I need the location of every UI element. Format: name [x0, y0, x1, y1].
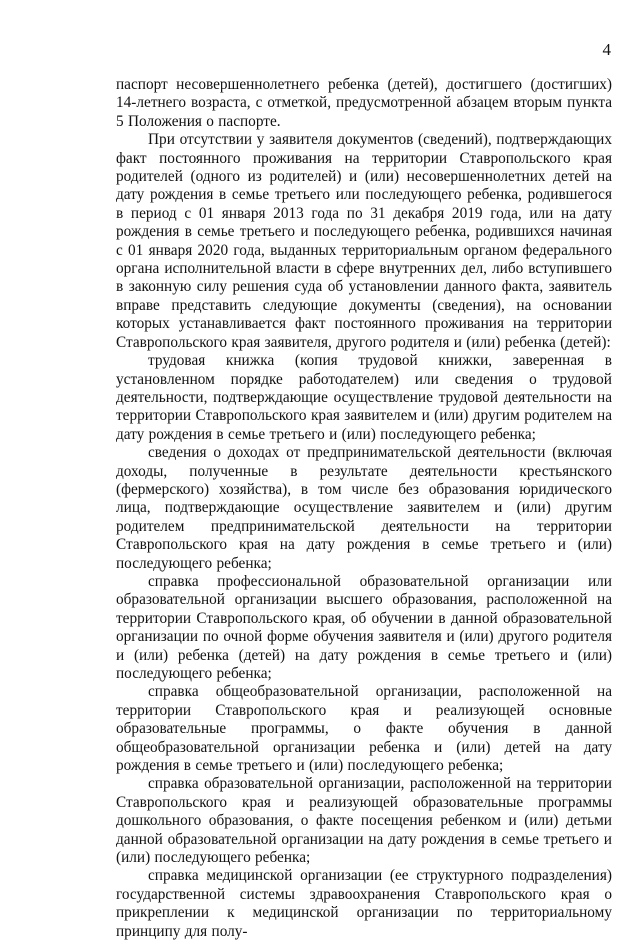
- paragraph-school-certificate: справка общеобразовательной организации, расположенной на территории Ставропольского края и реализующей основные образовательные программы, о факте обучения в данной общеобразовательной организации ребенка и (или) детей на дату рождения в семье третьего и (или) последующего ребенка;: [116, 683, 612, 775]
- paragraph-employment-record: трудовая книжка (копия трудовой книжки, заверенная в установленном порядке работодателем) или сведения о трудовой деятельности, подтверждающие осуществление трудовой деятельности на территории Ставропольского края заявителем и (или) другим родителем на дату рождения в семье третьего и (или) последующего ребенка;: [116, 352, 612, 443]
- page-number: 4: [602, 40, 611, 59]
- paragraph-preschool-certificate: справка образовательной организации, расположенной на территории Ставропольского края и реализующей образовательные программы дошкольного образования, о факте посещения ребенком и (или) детьми данной образовательной организации на дату рождения в семье третьего и (или) последующего ребенка;: [116, 775, 612, 867]
- paragraph-higher-education-certificate: справка профессиональной образовательной организации или образовательной организации высшего образования, расположенной на территории Ставропольского края, об обучении в данной образовательной организации по очной форме обучения заявителя и (или) другого родителя и (или) ребенка (детей) на дату рождения в семье третьего и (или) последующего ребенка;: [116, 572, 612, 682]
- paragraph-absence-of-documents: При отсутствии у заявителя документов (сведений), подтверждающих факт постоянного проживания на территории Ставропольского края родителей (одного из родителей) и (или) несовершеннолетних детей на дату рождения в семье третьего или последующего ребенка, родившегося в период с 01 января 2013 года по 31 декабря 2019 года, или на дату рождения в семье третьего и последующего ребенка, родившихся начиная с 01 января 2020 года, выданных территориальным органом федерального органа исполнительной власти в сфере внутренних дел, либо вступившего в законную силу решения суда об установлении данного факта, заявитель вправе представить следующие документы (сведения), на основании которых устанавливается факт постоянного проживания на территории Ставропольского края заявителя, другого родителя и (или) ребенка (детей):: [116, 131, 612, 351]
- paragraph-business-income: сведения о доходах от предпринимательской деятельности (включая доходы, полученные в результате деятельности крестьянского (фермерского) хозяйства), в том числе без образования юридического лица, подтверждающие осуществление заявителем и (или) другим родителем предпринимательской деятельности на территории Ставропольского края на дату рождения в семье третьего и (или) последующего ребенка;: [116, 444, 612, 572]
- paragraph-medical-certificate: справка медицинской организации (ее структурного подразделения) государственной системы здравоохранения Ставропольского края о прикреплении к медицинской организации по территориальному принципу для полу-: [116, 867, 612, 940]
- paragraph-passport: паспорт несовершеннолетнего ребенка (детей), достигшего (достигших) 14-летнего возраста, с отметкой, предусмотренной абзацем вторым пункта 5 Положения о паспорте.: [116, 76, 612, 130]
- body-text: [116, 76, 612, 941]
